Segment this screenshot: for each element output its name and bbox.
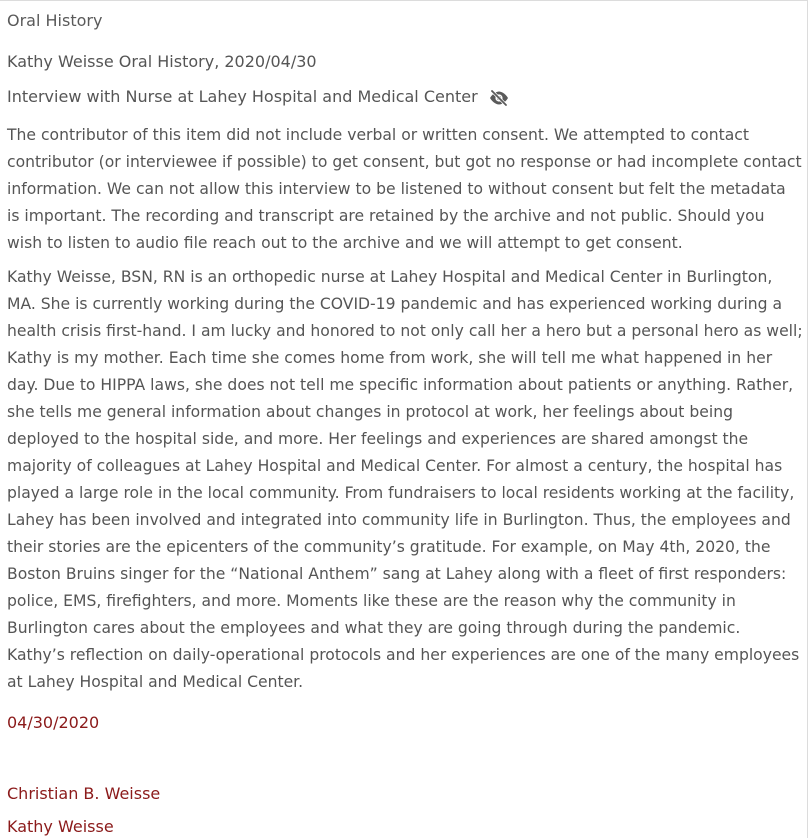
item-title: Kathy Weisse Oral History, 2020/04/30: [7, 52, 317, 71]
contributor-link-interviewee[interactable]: Kathy Weisse: [7, 817, 114, 836]
consent-notice: The contributor of this item did not include verbal or written consent. We attempted to contact contributor (or interviewee if possible) to get consent, but got no response or had incomplete contact information. We can not allow this interview to be listened to without consent but felt the metadata is important. The recording and transcript are retained by the archive and not public. Should you wish to listen to audio file reach out to the archive and we will attempt to get consent.: [7, 126, 802, 252]
contributor-link-interviewer[interactable]: Christian B. Weisse: [7, 784, 161, 803]
eye-slash-icon: [488, 89, 510, 107]
item-type-label: Oral History: [7, 11, 103, 30]
item-description: Kathy Weisse, BSN, RN is an orthopedic nurse at Lahey Hospital and Medical Center in Burlington, MA. She is currently working during the COVID-19 pandemic and has experienced working during a health crisis first-hand. I am lucky and honored to not only call her a hero but a personal hero as well; Kathy is my mother. Each time she comes home from work, she will tell me what happened in her day. Due to HIPPA laws, she does not tell me specific information about patients or anything. Rather, she tells me general information about changes in protocol at work, her feelings about being deployed to the hospital side, and more. Her feelings and experiences are shared amongst the majority of colleagues at Lahey Hospital and Medical Center. For almost a century, the hospital has played a large role in the local community. From fundraisers to local residents working at the facility, Lahey has been involved and integrated into community life in Burlington. Thus, the employees and their stories are the epicenters of the community’s gratitude. For example, on May 4th, 2020, the Boston Bruins singer for the “National Anthem” sang at Lahey along with a fleet of first responders: police, EMS, firefighters, and more. Moments like these are the reason why the community in Burlington cares about the employees and what they are going through during the pandemic. Kathy’s reflection on daily-operational protocols and her experiences are one of the many employees at Lahey Hospital and Medical Center.: [7, 268, 803, 691]
item-date-link[interactable]: 04/30/2020: [7, 713, 100, 732]
item-subtitle-text: Interview with Nurse at Lahey Hospital and Medical Center: [7, 86, 478, 106]
item-subtitle: [7, 86, 510, 107]
